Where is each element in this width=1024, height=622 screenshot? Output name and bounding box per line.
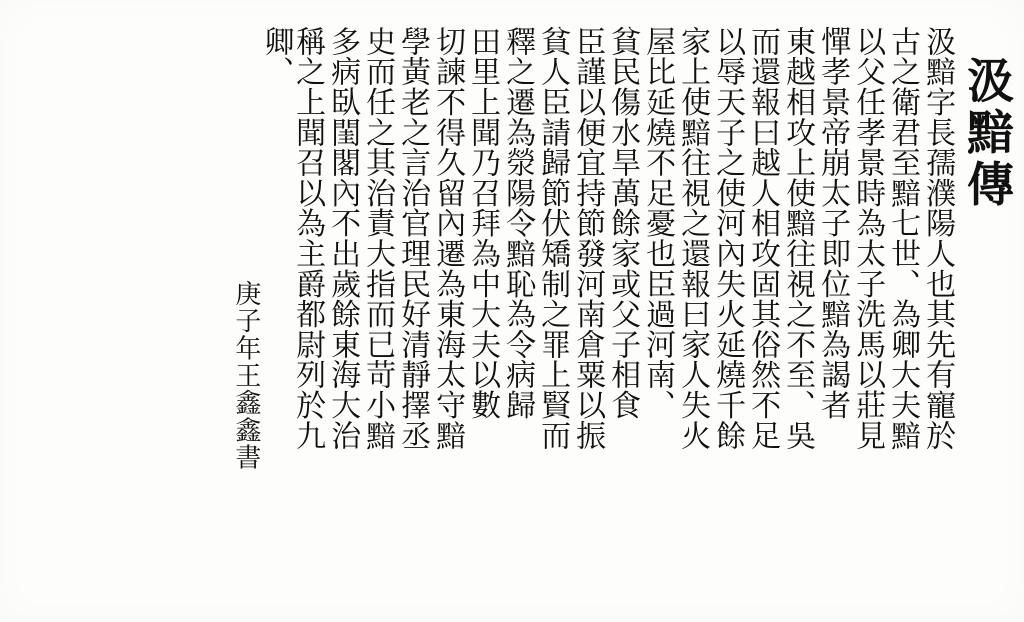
text-column: 貧民傷水旱萬餘家或父子相食 <box>605 26 641 420</box>
text-column: 以辱天子之使河內失火延燒千餘 <box>710 26 746 451</box>
text-column: 切諫不得久留內遷為東海太守黯 <box>430 26 466 451</box>
text-column: 汲黯字長孺濮陽人也其先有寵於 <box>920 26 956 451</box>
signature-colophon: 庚子年王鑫鑫書 <box>230 280 261 472</box>
text-column: 以父任孝景時為太子洗馬以莊見 <box>850 26 886 451</box>
text-column: 屋比延燒不足憂也臣過河南、 <box>640 26 676 420</box>
text-column: 史而任之其治責大指而已苛小黯 <box>360 26 396 451</box>
text-column: 臣謹以便宜持節發河南倉粟以振 <box>570 26 606 451</box>
manuscript-title: 汲黯傳 <box>959 56 1014 212</box>
text-column: 而還報曰越人相攻固其俗然不足 <box>745 26 781 451</box>
text-column: 稱之上聞召以為主爵都尉列於九 <box>290 26 326 451</box>
text-column: 釋之遷為滎陽令黯恥為令病歸 <box>500 26 536 420</box>
text-column: 卿、 <box>258 26 294 87</box>
text-column: 憚孝景帝崩太子即位黯為謁者 <box>815 26 851 420</box>
text-column: 東越相攻上使黯往視之不至、吳 <box>780 26 816 451</box>
text-column: 學黃老之言治官理民好清靜擇丞 <box>395 26 431 451</box>
text-column: 古之衛君至黯七世、為卿大夫黯 <box>885 26 921 451</box>
text-column: 田里上聞乃召拜為中大夫以數 <box>465 26 501 420</box>
text-column: 家上使黯往視之還報曰家人失火 <box>675 26 711 451</box>
text-column: 貧人臣請歸節伏矯制之罪上賢而 <box>535 26 571 451</box>
text-column: 多病臥閨閣內不出歲餘東海大治 <box>325 26 361 451</box>
